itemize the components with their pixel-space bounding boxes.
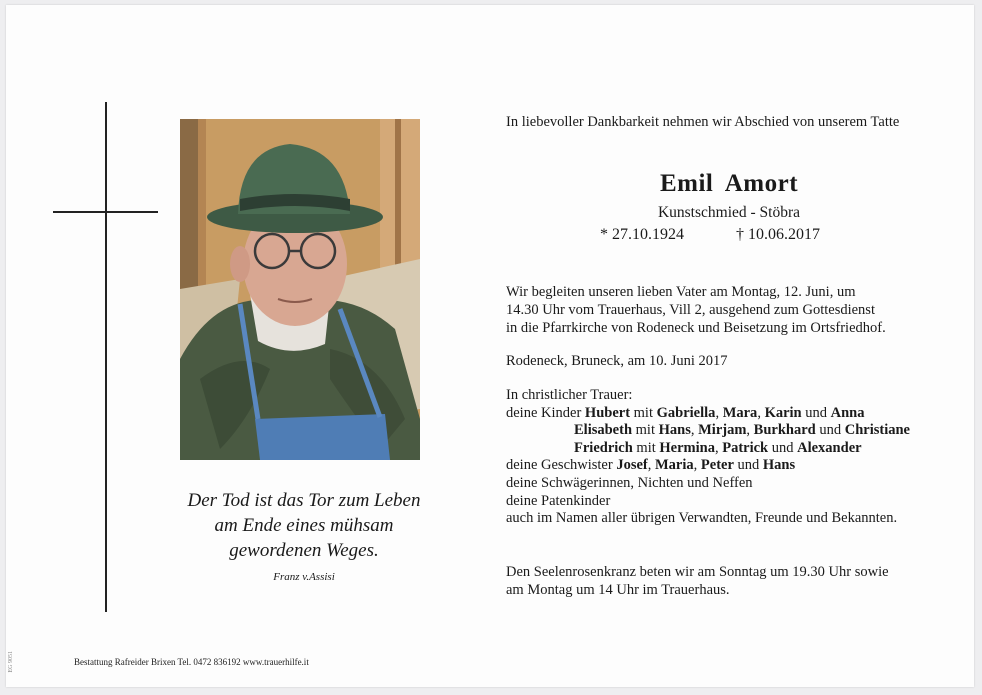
connector: und: [801, 404, 831, 421]
sibling-name: Maria: [655, 457, 694, 474]
child-name: Hubert: [584, 404, 631, 421]
mourners-children-line: [506, 439, 910, 457]
connector: ,: [693, 457, 701, 474]
mourners-children-line: [506, 404, 910, 422]
quote-line: gewordenen Weges.: [229, 540, 379, 561]
connector: mit: [630, 404, 657, 421]
mourners-siblings-line: [506, 456, 910, 474]
grandchild-name: Anna: [830, 404, 865, 421]
sibling-name: Josef: [616, 457, 648, 474]
grandchild-name: Mara: [722, 404, 758, 421]
connector: und: [768, 439, 798, 456]
quote-line: am Ende eines mühsam: [214, 515, 394, 536]
sibling-name: Peter: [700, 457, 734, 474]
grandchild-name: Alexander: [797, 439, 862, 456]
partner-name: Hans: [658, 422, 691, 439]
death-date: † 10.06.2017: [736, 226, 820, 243]
mourners-children-line: [506, 421, 910, 439]
quote-author: Franz v.Assisi: [273, 571, 335, 583]
place-date: Rodeneck, Bruneck, am 10. Juni 2017: [506, 353, 728, 369]
rosary-line: Den Seelenrosenkranz beten wir am Sonntag um 19.30 Uhr sowie: [506, 564, 889, 580]
announcement-line: in die Pfarrkirche von Rodeneck und Beisetzung im Ortsfriedhof.: [506, 320, 886, 336]
connector: ,: [714, 439, 723, 456]
grandchild-name: Christiane: [844, 422, 910, 439]
rosary-line: am Montag um 14 Uhr im Trauerhaus.: [506, 582, 730, 598]
grandchild-name: Karin: [764, 404, 802, 421]
connector: ,: [647, 457, 655, 474]
intro-text: In liebevoller Dankbarkeit nehmen wir Abschied von unserem Tatte: [506, 114, 900, 130]
cross-vertical-bar: [105, 102, 107, 612]
quote: [156, 488, 452, 563]
connector: mit: [632, 439, 660, 456]
rosary-announcement: [506, 563, 889, 599]
quote-line: Der Tod ist das Tor zum Leben: [187, 490, 421, 511]
life-dates: [600, 226, 820, 244]
announcement-line: 14.30 Uhr vom Trauerhaus, Vill 2, ausgehend zum Gottesdienst: [506, 302, 875, 318]
obituary-card: [6, 5, 974, 687]
portrait-illustration: [180, 119, 420, 460]
connector: mit: [632, 422, 659, 439]
grandchild-name: Mirjam: [698, 422, 747, 439]
grandchild-name: Burkhard: [753, 422, 816, 439]
partner-name: Gabriella: [656, 404, 716, 421]
portrait-photo: [180, 119, 420, 460]
connector: ,: [757, 404, 765, 421]
label: deine Kinder: [506, 404, 585, 421]
occupation-place: Kunstschmied - Stöbra: [657, 204, 801, 221]
mourners-relatives-line: auch im Namen aller übrigen Verwandten, Freunde und Bekannten.: [506, 510, 898, 527]
funeral-announcement: [506, 283, 886, 337]
mourners-godchildren-line: deine Patenkinder: [506, 492, 611, 509]
mourners-heading: In christlicher Trauer:: [506, 387, 633, 403]
connector: ,: [715, 404, 723, 421]
label: deine Geschwister: [506, 457, 617, 474]
sibling-name: Hans: [762, 457, 796, 474]
mourners-inlaws-line: deine Schwägerinnen, Nichten und Neffen: [506, 474, 753, 491]
mourners-list: [506, 386, 910, 527]
deceased-name: Emil Amort: [659, 170, 799, 197]
connector: und: [815, 422, 845, 439]
cross-horizontal-bar: [53, 211, 158, 213]
grandchild-name: Patrick: [722, 439, 769, 456]
child-name: Elisabeth: [574, 422, 633, 439]
child-name: Friedrich: [574, 439, 633, 456]
funeral-home-footer: Bestattung Rafreider Brixen Tel. 0472 836192 www.trauerhilfe.it: [74, 657, 309, 667]
connector: und: [733, 457, 763, 474]
partner-name: Hermina: [659, 439, 715, 456]
print-code: EG 9051: [8, 651, 14, 673]
birth-date: * 27.10.1924: [600, 226, 684, 243]
connector: ,: [746, 422, 754, 439]
connector: ,: [690, 422, 699, 439]
announcement-line: Wir begleiten unseren lieben Vater am Montag, 12. Juni, um: [506, 284, 856, 300]
